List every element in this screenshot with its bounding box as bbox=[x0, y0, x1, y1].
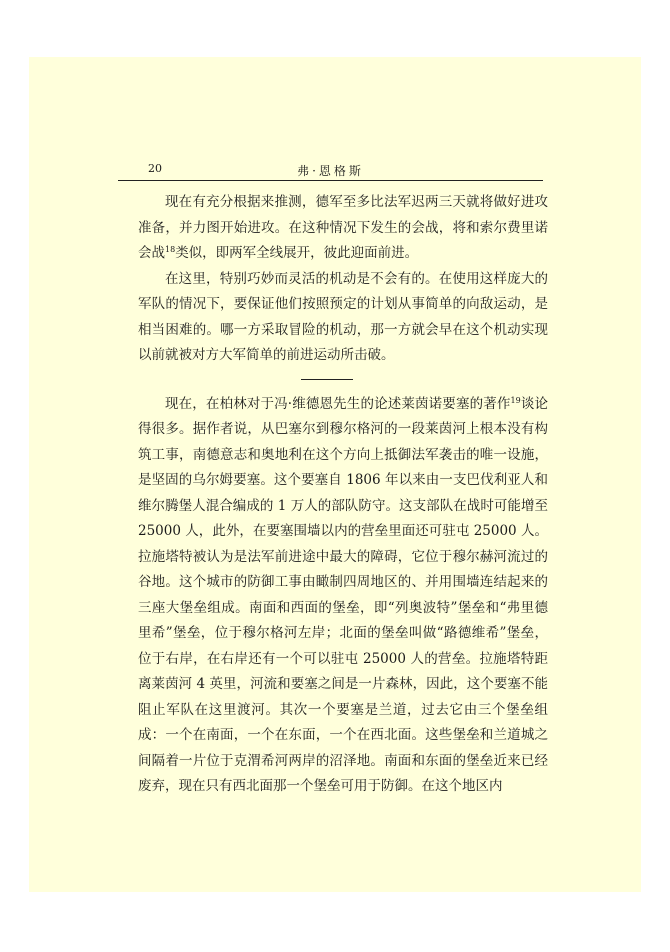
page-number: 20 bbox=[148, 162, 162, 175]
paragraph-1-text-a: 现在有充分根据来推测，德军至多比法军迟两三天就将做好进攻准备，并力图开始进攻。在这种情况下发生的会战，将和索尔费里诺会战 bbox=[138, 194, 548, 261]
body-text bbox=[138, 190, 548, 800]
paragraph-3-text-a: 现在，在柏林对于冯·维德恩先生的论述莱茵诺要塞的著作 bbox=[165, 395, 511, 412]
footnote-ref-18: 18 bbox=[165, 245, 176, 254]
paragraph-2: 在这里，特别巧妙而灵活的机动是不会有的。在使用这样庞大的军队的情况下，要保证他们按照预定的计划从事简单的向敌运动，是相当困难的。哪一方采取冒险的机动，那一方就会早在这个机动实现以前就被对方大军简单的前进运动所击破。 bbox=[138, 270, 548, 363]
paragraph-1 bbox=[138, 190, 548, 267]
running-title: 弗·恩格斯 bbox=[297, 164, 364, 178]
paragraph-3-text-b: 谈论得很多。据作者说，从巴塞尔到穆尔格河的一段莱茵河上根本没有构筑工事，南德意志和奥地利在这个方向上抵御法军袭击的唯一设施，是坚固的乌尔姆要塞。这个要塞自 1806 年以来由一支巴伐利亚人和维尔腾堡人混合编成的 1 万人的部队防守。这支部队在战时可能增至 25000 人，此外，在要塞围墙以内的营垒里面还可驻屯 25000 人。拉施塔特被认为是法军前进途中最大的障碍，它位于穆尔赫河流过的谷地。这个城市的防御工事由瞰制四周地区的、并用围墙连结起来的三座大堡垒组成。南面和西面的堡垒，即“列奥波特”堡垒和“弗里德里希”堡垒，位于穆尔格河左岸；北面的堡垒叫做“路德维希”堡垒，位于右岸，在右岸还有一个可以驻屯 25000 人的营垒。拉施塔特距离莱茵河 4 英里，河流和要塞之间是一片森林，因此，这个要塞不能阻止军队在这里渡河。其次一个要塞是兰道，过去它由三个堡垒组成：一个在南面，一个在东面，一个在西北面。这些堡垒和兰道城之间隔着一片位于克渭希河两岸的沼泽地。南面和东面的堡垒近来已经废弃，现在只有西北面那一个堡垒可用于防御。在这个地区内 bbox=[138, 395, 549, 794]
section-separator bbox=[301, 379, 353, 380]
footnote-ref-19: 19 bbox=[510, 395, 521, 405]
paragraph-1-text-b: 类似，即两军全线展开，彼此迎面前进。 bbox=[175, 245, 419, 261]
page-header bbox=[118, 160, 543, 181]
paragraph-3 bbox=[138, 392, 548, 800]
